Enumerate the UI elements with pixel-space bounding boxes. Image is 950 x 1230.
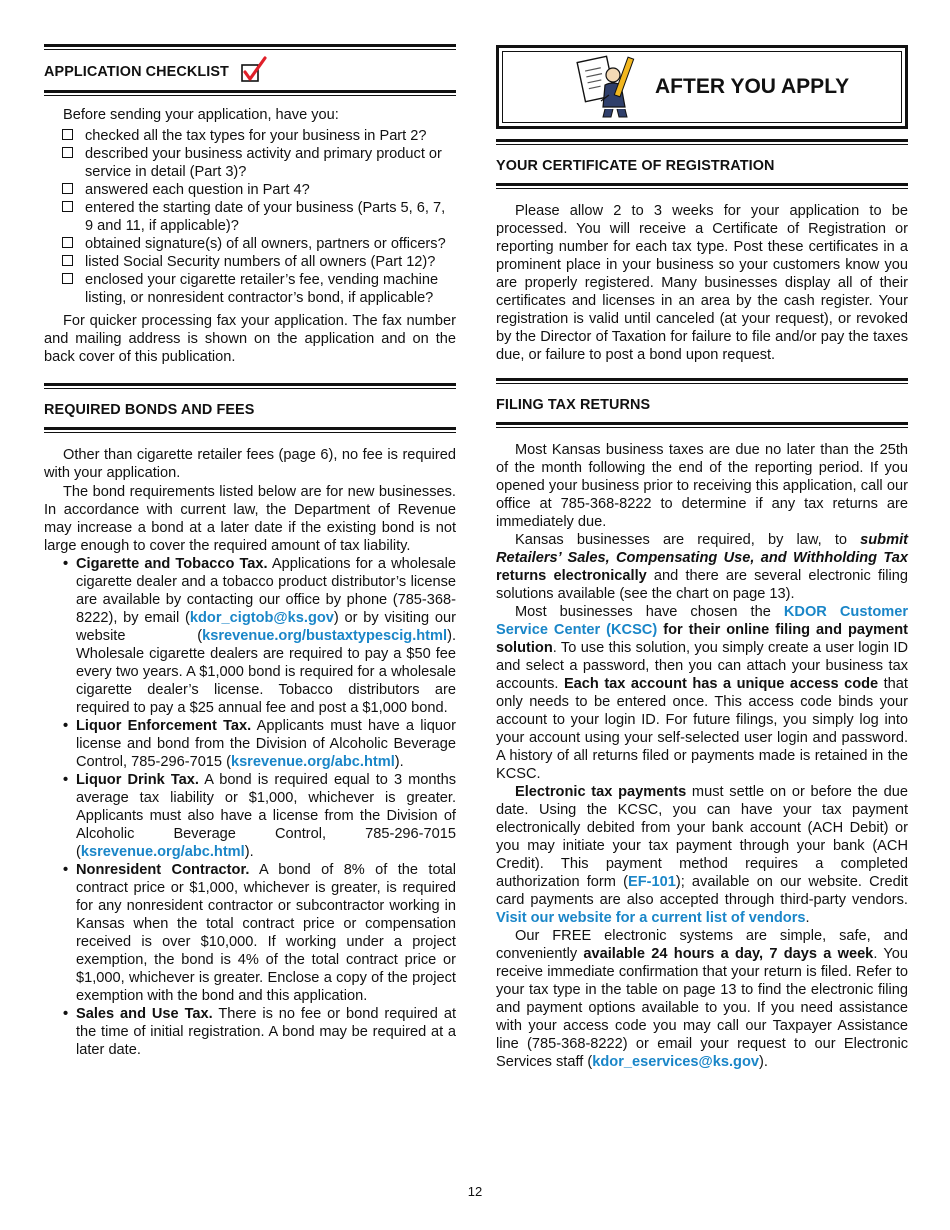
bullet: • <box>63 1006 69 1022</box>
bullet: • <box>63 718 69 734</box>
divider <box>44 90 456 96</box>
divider <box>44 427 456 433</box>
bullet: • <box>63 862 69 878</box>
checklist-item: answered each question in Part 4? <box>44 181 456 199</box>
filing-paragraph: Electronic tax payments must settle on or before the due date. Using the KCSC, you can have your tax payment electronically debited from your bank account (ACH Debit) or you may initiate your tax payment through your bank (ACH Credit). This payment method requires a completed authorization form (EF-101); available on our website. Credit card payments are also accepted through third-party vendors. Visit our website for a current list of vendors. <box>496 784 908 926</box>
after-you-apply-banner <box>496 45 908 129</box>
divider <box>496 183 908 189</box>
page-number: 12 <box>467 1184 483 1199</box>
checkbox-icon <box>62 129 73 140</box>
bond-item-sales-use: • Sales and Use Tax. There is no fee or bond required at the time of initial registration. A bond may be required at a later date. <box>63 1006 456 1058</box>
vendors-link[interactable]: Visit our website for a current list of vendors <box>496 910 806 926</box>
checkbox-icon <box>62 273 73 284</box>
checkbox-icon <box>62 147 73 158</box>
divider <box>496 422 908 428</box>
email-link[interactable]: kdor_cigtob@ks.gov <box>189 610 334 626</box>
bond-item-nonresident: • Nonresident Contractor. A bond of 8% of the total contract price or $1,000, whichever is greater, is required for any nonresident contractor or subcontractor working in Kansas when the total contract price or compensation received is over $10,000. If working under a project exemption, the bond is 4% of the total contract price or $1,000, whichever is greater. Enclose a copy of the project exemption with the bond and this application. <box>63 862 456 1004</box>
bond-list <box>44 555 456 1059</box>
bonds-paragraph: The bond requirements listed below are for new businesses. In accordance with current law, the Department of Revenue may increase a bond at a later date if the existing bond is not large enough to cover the required amount of tax liability. <box>44 484 456 554</box>
checklist-item: described your business activity and primary product or service in detail (Part 3)? <box>44 145 456 181</box>
checklist-item: enclosed your cigarette retailer’s fee, vending machine listing, or nonresident contractor’s bond, if applicable? <box>44 271 456 307</box>
checklist-title: APPLICATION CHECKLIST <box>44 64 229 80</box>
checkbox-icon <box>62 255 73 266</box>
filing-paragraph: Our FREE electronic systems are simple, safe, and conveniently available 24 hours a day, 7 days a week. You receive immediate confirmation that your return is filed. Refer to your tax type in the table on page 13 to find the electronic filing and payment options available to you. If you need assistance with your access code you may call our Taxpayer Assistance line (785-368-8222) or email your request to our Electronic Services staff (kdor_eservices@ks.gov). <box>496 928 908 1070</box>
filing-paragraph: Kansas businesses are required, by law, to submit Retailers’ Sales, Compensating Use, and Withholding Tax returns electronically and there are several electronic filing solutions available (see the chart on page 13). <box>496 532 908 602</box>
checkbox-icon <box>62 237 73 248</box>
fax-note: For quicker processing fax your application. The fax number and mailing address is shown on the application and on the back cover of this publication. <box>44 313 456 365</box>
bullet: • <box>63 772 69 788</box>
checklist-item: obtained signature(s) of all owners, partners or officers? <box>44 235 456 253</box>
checklist-intro: Before sending your application, have you: <box>63 107 339 123</box>
website-link[interactable]: ksrevenue.org/abc.html <box>80 844 245 860</box>
bonds-heading: REQUIRED BONDS AND FEES <box>44 402 255 418</box>
right-column <box>496 45 908 1071</box>
checklist-heading <box>44 50 456 90</box>
certificate-heading: YOUR CERTIFICATE OF REGISTRATION <box>496 158 775 174</box>
checkbox-icon <box>62 183 73 194</box>
filing-paragraph: Most businesses have chosen the KDOR Customer Service Center (KCSC) for their online filing and payment solution. To use this solution, you simply create a user login ID and select a password, then you can attach your business tax accounts. Each tax account has a unique access code that only needs to be entered once. This access code binds your account to your login ID. For future filings, you simply log into your account using your self-selected user login and password. A history of all returns filed or payments made is retained in the KCSC. <box>496 604 909 782</box>
checklist-item: entered the starting date of your business (Parts 5, 6, 7, 9 and 11, if applicable)? <box>44 199 456 235</box>
kcsc-link[interactable]: KDOR Customer Service Center (KCSC) <box>496 604 909 638</box>
bonds-paragraph: Other than cigarette retailer fees (page 6), no fee is required with your application. <box>44 447 456 481</box>
checklist-item: listed Social Security numbers of all owners (Part 12)? <box>44 253 456 271</box>
bond-item-liquor-drink: • Liquor Drink Tax. A bond is required equal to 3 months average tax liability or $1,000, whichever is greater. Applicants must also have a license from the Division of Alcoholic Beverage Control, 785-296-7015 (ksrevenue.org/abc.html). <box>63 772 456 860</box>
person-with-checklist-and-pencil-icon <box>575 55 635 119</box>
certificate-paragraph: Please allow 2 to 3 weeks for your application to be processed. You will receive a Certificate of Registration or reporting number for each tax type. Post these certificates in a prominent place in your business so your customers know you are properly registered. Many businesses display all of their certificates and licenses in an area by the cash register. Your registration is valid until canceled (at your request), or revoked by the Director of Taxation for failure to file and/or pay the taxes due, or failure to post a bond upon request. <box>496 203 908 363</box>
bond-item-cigarette: • Cigarette and Tobacco Tax. Applications for a wholesale cigarette dealer and a tobacco product distributor’s license are available by contacting our office by phone (785-368-8222), by email (kdor_cigtob@ks.gov) or by visiting our website (ksrevenue.org/bustaxtypescig.html). Wholesale cigarette dealers are required to pay a $50 fee every two years. A $1,000 bond is required for a wholesale cigarette dealer’s license. Tobacco distributors are required to pay a $25 annual fee and post a $1,000 bond. <box>63 556 456 716</box>
checklist <box>44 127 456 307</box>
after-you-apply-title: AFTER YOU APPLY <box>655 75 850 98</box>
bond-item-liquor-enforcement: • Liquor Enforcement Tax. Applicants must have a liquor license and bond from the Division of Alcoholic Beverage Control, 785-296-7015 (ksrevenue.org/abc.html). <box>63 718 456 770</box>
filing-paragraph: Most Kansas business taxes are due no later than the 25th of the month following the end of the reporting period. If you opened your business prior to receiving this application, call our office at 785-368-8222 to determine if any tax returns are immediately due. <box>496 442 908 530</box>
bullet: • <box>63 556 69 572</box>
eservices-email-link[interactable]: kdor_eservices@ks.gov <box>592 1054 760 1070</box>
red-check-box-icon <box>239 56 269 82</box>
filing-heading: FILING TAX RETURNS <box>496 397 651 413</box>
left-column <box>44 44 456 1059</box>
website-link[interactable]: ksrevenue.org/abc.html <box>230 754 395 770</box>
website-link[interactable]: ksrevenue.org/bustaxtypescig.html <box>202 628 448 644</box>
checklist-item: checked all the tax types for your business in Part 2? <box>44 127 456 145</box>
ef-101-link[interactable]: EF-101 <box>627 874 676 890</box>
checkbox-icon <box>62 201 73 212</box>
